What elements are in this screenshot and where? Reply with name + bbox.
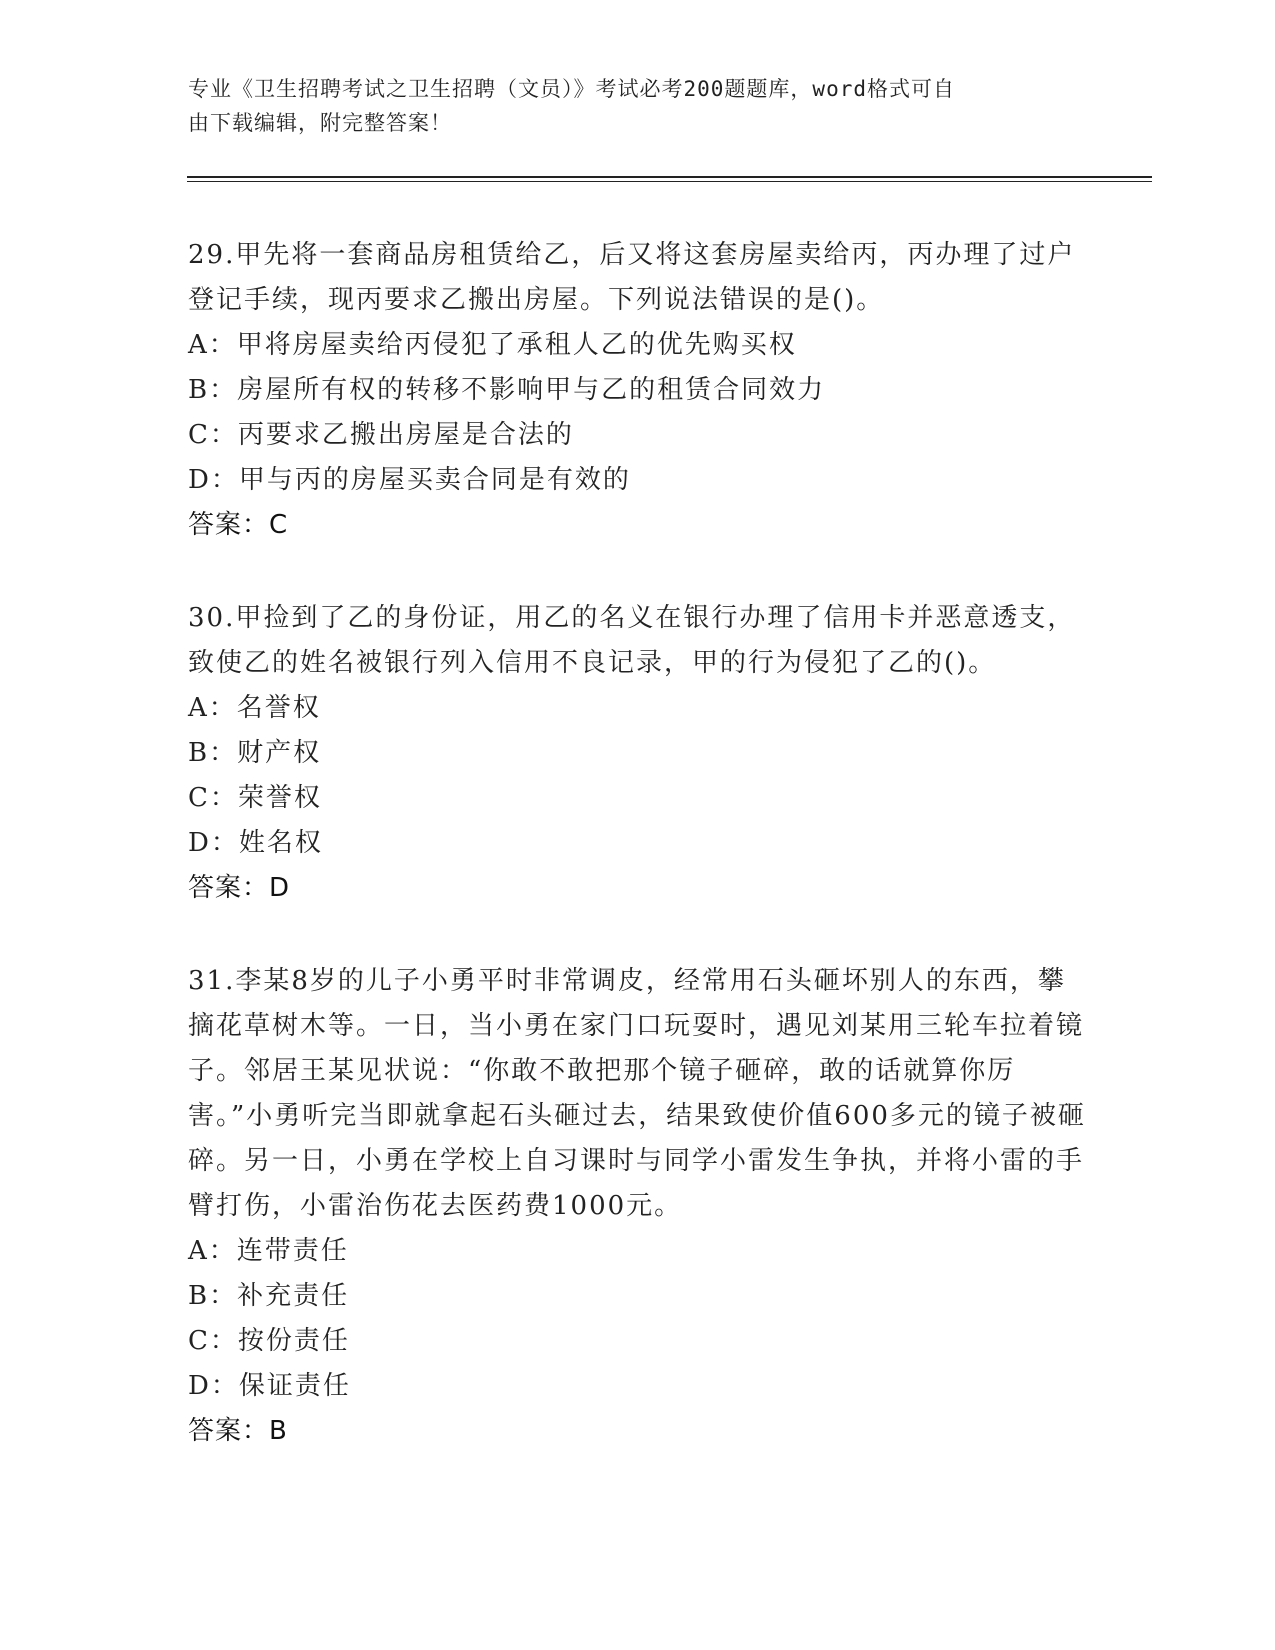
answer-line: 答案：D	[188, 873, 291, 903]
header-line-2: 由下载编辑，附完整答案！	[188, 111, 452, 135]
question-stem: 29.甲先将一套商品房租赁给乙，后又将这套房屋卖给丙，丙办理了过户登记手续，现丙要求乙搬出房屋。下列说法错误的是()。	[188, 240, 1076, 315]
option-d: D：姓名权	[188, 828, 323, 858]
option-c: C：按份责任	[188, 1326, 350, 1356]
header-line-1: 专业《卫生招聘考试之卫生招聘（文员）》考试必考200题题库，word格式可自	[188, 77, 955, 101]
answer-line: 答案：B	[188, 1416, 288, 1446]
option-b: B：房屋所有权的转移不影响甲与乙的租赁合同效力	[188, 375, 826, 405]
document-header	[188, 72, 1068, 140]
question-30	[188, 596, 1088, 911]
option-d: D：甲与丙的房屋买卖合同是有效的	[188, 465, 631, 495]
option-b: B：财产权	[188, 738, 322, 768]
header-divider-thin	[187, 181, 1152, 182]
option-a: A：连带责任	[188, 1236, 349, 1266]
question-stem: 30.甲捡到了乙的身份证，用乙的名义在银行办理了信用卡并恶意透支，致使乙的姓名被银行列入信用不良记录，甲的行为侵犯了乙的()。	[188, 603, 1076, 678]
question-stem: 31.李某8岁的儿子小勇平时非常调皮，经常用石头砸坏别人的东西，攀摘花草树木等。一日，当小勇在家门口玩耍时，遇见刘某用三轮车拉着镜子。邻居王某见状说：“你敢不敢把那个镜子砸碎，敢的话就算你厉害。”小勇听完当即就拿起石头砸过去，结果致使价值600多元的镜子被砸碎。另一日，小勇在学校上自习课时与同学小雷发生争执，并将小雷的手臂打伤，小雷治伤花去医药费1000元。	[188, 966, 1086, 1221]
header-divider-thick	[187, 176, 1152, 178]
question-29	[188, 233, 1088, 548]
option-b: B：补充责任	[188, 1281, 350, 1311]
option-c: C：荣誉权	[188, 783, 322, 813]
option-c: C：丙要求乙搬出房屋是合法的	[188, 420, 574, 450]
option-d: D：保证责任	[188, 1371, 351, 1401]
answer-line: 答案：C	[188, 510, 289, 540]
option-a: A：名誉权	[188, 693, 321, 723]
option-a: A：甲将房屋卖给丙侵犯了承租人乙的优先购买权	[188, 330, 797, 360]
question-31	[188, 959, 1088, 1454]
